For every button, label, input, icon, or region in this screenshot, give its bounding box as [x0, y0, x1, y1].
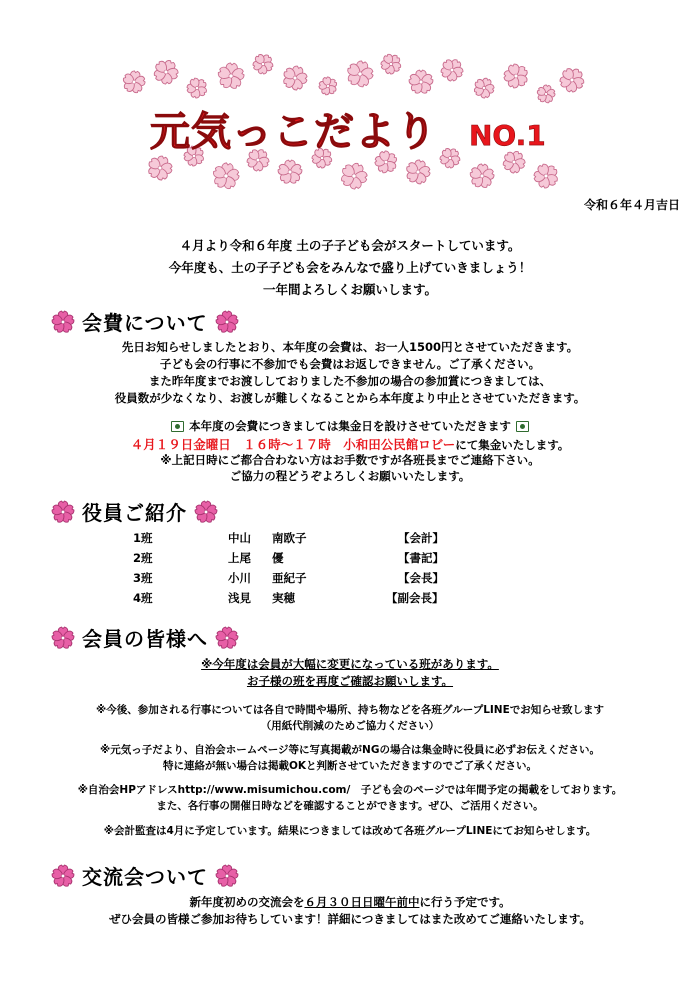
sakura-flower-icon — [468, 163, 496, 190]
sakura-flower-icon — [528, 158, 564, 194]
sakura-bullet-icon — [193, 498, 219, 524]
sakura-bullet-petals — [51, 501, 75, 524]
members-paragraph: ※元気っ子だより、自治会ホームページ等に写真掲載がNGの場合は集金時に役員に必ずお伝えください。 — [100, 744, 600, 756]
sakura-flower-icon — [408, 70, 434, 95]
officer-role: 【書記】 — [398, 551, 444, 565]
sakura-flower-icon — [148, 55, 183, 89]
exchange-line: ぜひ会員の皆様ご参加お待ちしています！詳細につきましてはまた改めてご連絡いたします。 — [109, 912, 591, 926]
collection-date: ４月１９日金曜日 １６時～１７時 小和田公民館ロビー — [130, 437, 456, 452]
sakura-bullet-icon — [214, 862, 240, 888]
sakura-flower-icon — [498, 58, 533, 94]
members-paragraph: ※自治会HPアドレスhttp://www.misumichou.com/ 子ども会のページでは年間予定の掲載をしております。 — [77, 784, 623, 796]
sakura-bullet-petals — [51, 627, 75, 650]
officer-given-name: 南欧子 — [272, 531, 307, 545]
fees-note: ご協力の程どうぞよろしくお願いいたします。 — [229, 469, 471, 483]
sakura-flower-icon — [210, 161, 242, 192]
officer-role: 【副会長】 — [386, 591, 444, 605]
section-heading-fees — [50, 306, 240, 336]
officer-group: 4班 — [133, 591, 153, 605]
sakura-flower-icon — [248, 49, 278, 79]
issue-number: NO.1 — [469, 119, 546, 152]
collection-date-line: ４月１９日金曜日 １６時～１７時 小和田公民館ロビーにて集金いたします。 — [130, 437, 570, 452]
officer-surname: 中山 — [228, 531, 251, 545]
sakura-flower-icon — [278, 62, 311, 94]
officer-group: 2班 — [133, 551, 153, 565]
officer-surname: 上尾 — [228, 551, 251, 565]
sakura-flower-icon — [376, 49, 406, 79]
fees-paragraph: また昨年度までお渡ししておりました不参加の場合の参加賞につきましては、 — [148, 374, 552, 388]
sakura-flower-icon — [277, 160, 303, 185]
officer-given-name: 亜紀子 — [272, 571, 307, 585]
officer-group: 1班 — [133, 531, 153, 545]
heading-text: 役員ご紹介 — [82, 500, 187, 525]
heading-text: 会費について — [82, 310, 208, 335]
members-paragraph: 特に連絡が無い場合は掲載OKと判断させていただきますのでご了承ください。 — [162, 760, 538, 772]
sakura-bullet-icon — [214, 624, 240, 650]
money-icon — [516, 421, 529, 432]
section-heading-exchange — [50, 860, 240, 890]
officer-surname: 小川 — [228, 571, 251, 585]
sakura-flower-icon — [436, 54, 469, 86]
intro-line: ４月より令和６年度 土の子子ども会がスタートしています。 — [179, 238, 521, 253]
money-icon — [171, 421, 184, 432]
newsletter-title — [150, 100, 546, 160]
sakura-bullet-icon — [50, 624, 76, 650]
sakura-flower-icon — [120, 69, 147, 95]
sakura-bullet-icon — [50, 308, 76, 334]
sakura-bullet-icon — [50, 498, 76, 524]
sakura-bullet-petals — [51, 865, 75, 888]
section-heading-members — [50, 622, 240, 652]
fees-note: ※上記日時にご都合合わない方はお手数ですが各班長までご連絡下さい。 — [160, 453, 540, 467]
sakura-flower-icon — [554, 62, 590, 98]
heading-text: 交流会ついて — [82, 864, 208, 889]
officer-given-name: 優 — [272, 551, 284, 565]
heading-text: 会員の皆様へ — [82, 626, 208, 651]
officer-surname: 浅見 — [228, 591, 251, 605]
fees-paragraph: 先日お知らせしましたとおり、本年度の会費は、お一人1500円とさせていただきます。 — [121, 340, 579, 354]
members-notice: お子様の班を再度ご確認お願いします。 — [246, 674, 454, 688]
fees-paragraph: 役員数が少なくなり、お渡しが難しくなることから本年度より中止とさせていただきます。 — [114, 391, 586, 405]
section-heading-officers — [50, 496, 219, 526]
members-paragraph: ※今後、参加される行事については各自で時間や場所、持ち物などを各班グループLINEでお知らせ致します — [96, 704, 604, 716]
sakura-flower-icon — [470, 74, 498, 102]
sakura-bullet-petals — [194, 501, 218, 524]
sakura-bullet-petals — [215, 627, 239, 650]
members-notice: ※今年度は会員が大幅に変更になっている班があります。 — [201, 657, 499, 671]
members-paragraph: また、各行事の開催日時などを確認することができます。ぜひ、ご活用ください。 — [156, 800, 544, 812]
intro-line: 今年度も、土の子子ども会をみんなで盛り上げていきましょう！ — [168, 260, 532, 275]
sakura-bullet-petals — [215, 311, 239, 334]
sakura-bullet-petals — [51, 311, 75, 334]
intro-line: 一年間よろしくお願いします。 — [262, 282, 437, 297]
officer-given-name: 実穂 — [272, 591, 295, 605]
officer-role: 【会長】 — [398, 571, 444, 585]
exchange-line: 新年度初めの交流会を６月３０日日曜午前中に行う予定です。 — [189, 895, 511, 909]
exchange-date: ６月３０日日曜午前中 — [304, 895, 420, 909]
officer-group: 3班 — [133, 571, 153, 585]
sakura-flower-icon — [402, 157, 434, 188]
sakura-bullet-icon — [50, 862, 76, 888]
sakura-flower-icon — [216, 62, 246, 91]
members-paragraph: （用紙代削減のためご協力ください） — [260, 720, 440, 732]
sakura-flower-icon — [343, 58, 377, 91]
fees-paragraph: 子ども会の行事に不参加でも会費はお返しできません。ご了承ください。 — [159, 357, 541, 371]
title-text: 元気っこだより — [150, 109, 437, 155]
issue-date: 令和６年４月吉日 — [583, 198, 680, 212]
sakura-flower-icon — [315, 73, 341, 99]
sakura-flower-icon — [335, 158, 372, 194]
officer-role: 【会計】 — [398, 531, 444, 545]
sakura-bullet-petals — [215, 865, 239, 888]
sakura-flower-icon — [182, 73, 212, 103]
sakura-bullet-icon — [214, 308, 240, 334]
members-paragraph: ※会計監査は4月に予定しています。結果につきましては改めて各班グループLINEにてお知らせします。 — [103, 825, 597, 837]
collection-note: 本年度の会費につきましては集金日を設けさせていただきます — [0, 418, 700, 434]
